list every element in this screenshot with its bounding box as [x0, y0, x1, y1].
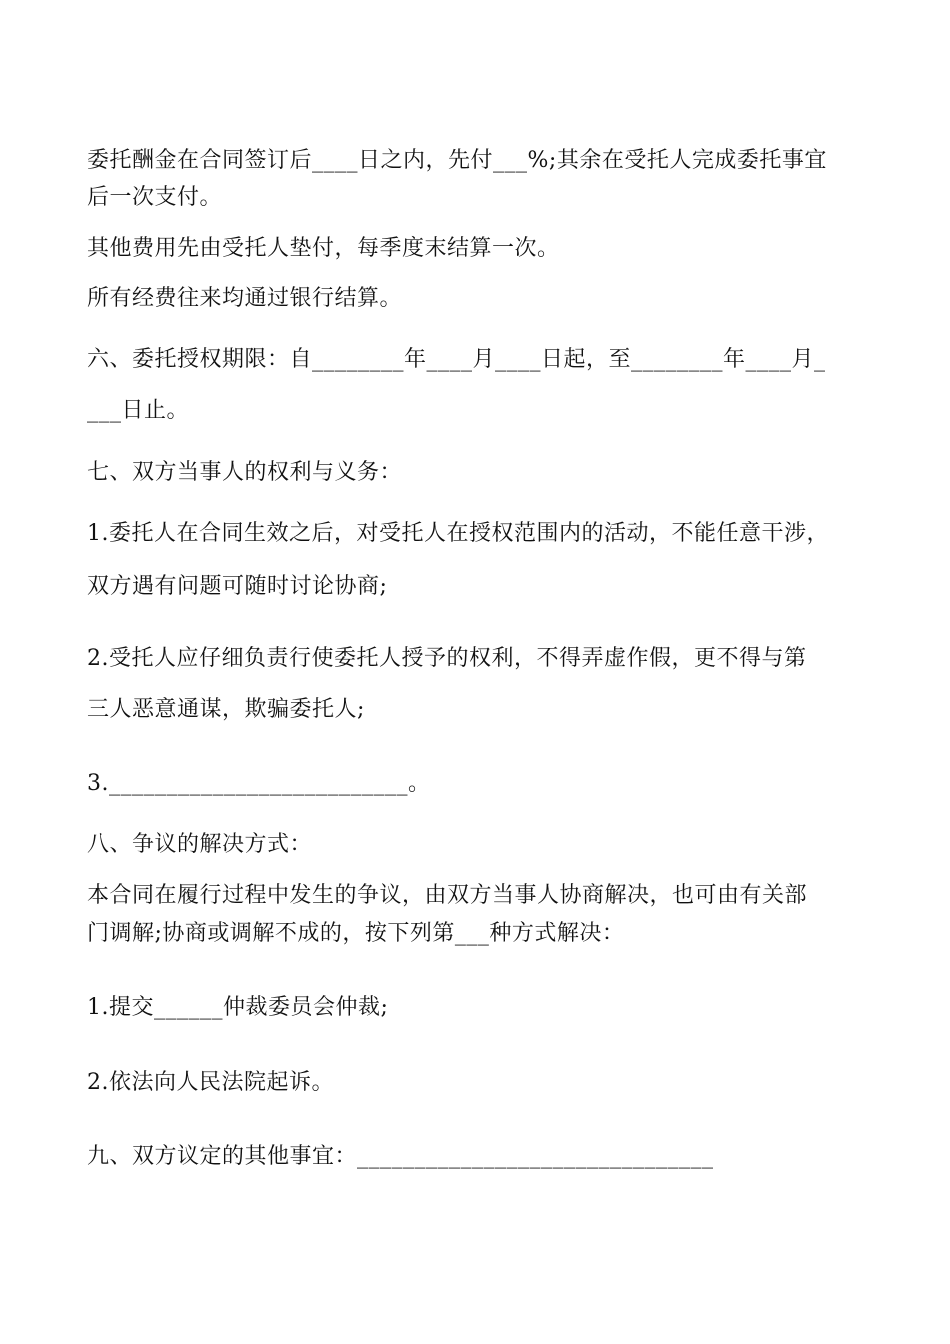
- section-8-body-line-1: 本合同在履行过程中发生的争议，由双方当事人协商解决，也可由有关部: [87, 883, 808, 908]
- payment-terms-line-1: 委托酬金在合同签订后____日之内，先付___%;其余在受托人完成委托事宜: [87, 148, 827, 173]
- bank-settlement-line: 所有经费往来均通过银行结算。: [87, 286, 403, 311]
- section-7-item-2-line-1: 2.受托人应仔细负责行使委托人授予的权利，不得弄虚作假，更不得与第: [87, 646, 807, 671]
- section-8-body-line-2: 门调解;协商或调解不成的，按下列第___种方式解决：: [87, 921, 625, 946]
- section-6-continuation: ___日止。: [87, 398, 190, 423]
- section-7-item-1-line-1: 1.委托人在合同生效之后，对受托人在授权范围内的活动，不能任意干涉，: [87, 521, 829, 546]
- section-8-heading: 八、争议的解决方式：: [87, 832, 313, 857]
- section-6-authorization-period: 六、委托授权期限：自________年____月____日起，至________年____月_: [87, 347, 826, 372]
- section-7-item-2-line-2: 三人恶意通谋，欺骗委托人;: [87, 697, 365, 722]
- section-9-other-matters: 九、双方议定的其他事宜：_______________________________: [87, 1144, 714, 1169]
- section-7-heading: 七、双方当事人的权利与义务：: [87, 460, 403, 485]
- section-8-option-1: 1.提交______仲裁委员会仲裁;: [87, 995, 389, 1020]
- payment-terms-line-2: 后一次支付。: [87, 185, 223, 210]
- section-7-item-1-line-2: 双方遇有问题可随时讨论协商;: [87, 574, 388, 599]
- section-7-item-3: 3.__________________________。: [87, 771, 431, 796]
- section-8-option-2: 2.依法向人民法院起诉。: [87, 1070, 334, 1095]
- other-expenses-line: 其他费用先由受托人垫付，每季度末结算一次。: [87, 236, 560, 261]
